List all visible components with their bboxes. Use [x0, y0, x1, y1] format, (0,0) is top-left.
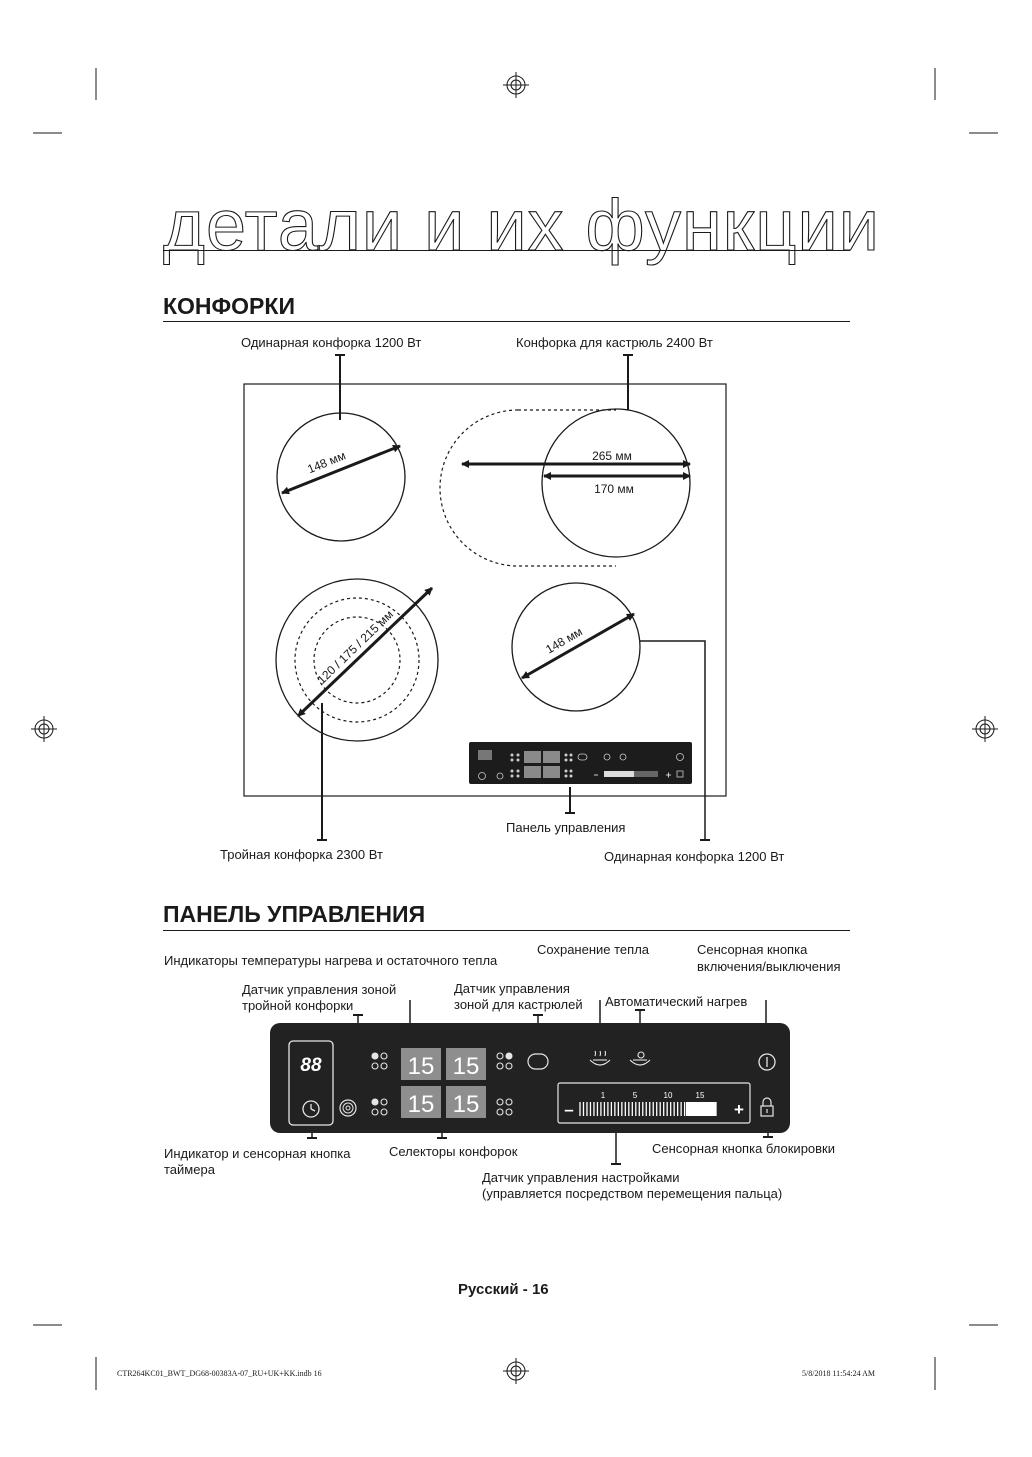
svg-text:15: 15 [452, 1053, 480, 1080]
dim-triple: 120 / 175 / 215 мм [314, 607, 397, 687]
dim-top-left: 148 мм [305, 448, 348, 477]
zone-display-2 [446, 1048, 486, 1080]
label-selectors: Селекторы конфорок [389, 1144, 518, 1159]
label-lock-button: Сенсорная кнопка блокировки [652, 1141, 836, 1156]
hob-top-left [277, 413, 405, 541]
dim-bottom-right: 148 мм [543, 624, 585, 657]
slider-fill [686, 1102, 716, 1116]
label-pot-zone-sensor-2: зоной для кастрюлей [454, 997, 583, 1012]
control-panel-diagram [0, 1000, 1032, 1200]
page-title: детали и их функции [163, 186, 880, 266]
svg-text:15: 15 [407, 1053, 435, 1080]
hob-pot-extension [440, 410, 616, 566]
label-slider-sensor-1: Датчик управления настройками [482, 1170, 680, 1185]
slider-minus: – [564, 1100, 574, 1119]
footer-timestamp: 5/8/2018 11:54:24 AM [802, 1369, 876, 1378]
timer-digits: 88 [300, 1055, 322, 1076]
label-power-button-1: Сенсорная кнопка [697, 942, 808, 957]
label-control-panel: Панель управления [506, 820, 626, 835]
zone-display-4 [446, 1086, 486, 1118]
mini-control-panel [469, 742, 692, 784]
label-triple-zone-sensor-1: Датчик управления зоной [242, 982, 397, 997]
slider-tick-10: 10 [663, 1091, 673, 1100]
slider-tick-5: 5 [632, 1091, 638, 1100]
section-hobs-heading: КОНФОРКИ [163, 293, 295, 319]
label-triple-hob: Тройная конфорка 2300 Вт [220, 847, 383, 862]
section-panel-heading: ПАНЕЛЬ УПРАВЛЕНИЯ [163, 901, 426, 927]
label-triple-zone-sensor-2: тройной конфорки [242, 998, 354, 1013]
zone-display-3 [401, 1086, 441, 1118]
zone-display-1 [401, 1048, 441, 1080]
dim-pot-outer: 265 мм [592, 449, 632, 463]
label-single-hob-top-left: Одинарная конфорка 1200 Вт [241, 335, 422, 350]
slider-tick-1: 1 [600, 1091, 606, 1100]
label-pot-zone-sensor-1: Датчик управления [454, 981, 570, 996]
label-pot-hob: Конфорка для кастрюль 2400 Вт [516, 335, 713, 350]
label-temp-indicators: Индикаторы температуры нагрева и остаточного тепла [164, 953, 498, 968]
label-auto-heat: Автоматический нагрев [605, 994, 748, 1009]
label-timer-2: таймера [164, 1162, 215, 1177]
svg-text:15: 15 [407, 1091, 435, 1118]
label-slider-sensor-2: (управляется посредством перемещения пальца) [482, 1186, 783, 1201]
slider-tick-15: 15 [695, 1091, 705, 1100]
dim-pot-inner: 170 мм [594, 482, 634, 496]
registration-mark-bottom [503, 1358, 529, 1384]
label-keep-warm: Сохранение тепла [537, 942, 650, 957]
label-single-hob-bottom-right: Одинарная конфорка 1200 Вт [604, 849, 785, 864]
page-number: Русский - 16 [458, 1281, 549, 1298]
svg-text:15: 15 [452, 1091, 480, 1118]
slider-plus: + [734, 1100, 744, 1119]
section-panel-rule [163, 930, 850, 931]
label-power-button-2: включения/выключения [697, 959, 841, 974]
label-timer-1: Индикатор и сенсорная кнопка [164, 1146, 351, 1161]
footer-file-name: CTR264KC01_BWT_DG68-00383A-07_RU+UK+KK.indb 16 [117, 1369, 322, 1378]
